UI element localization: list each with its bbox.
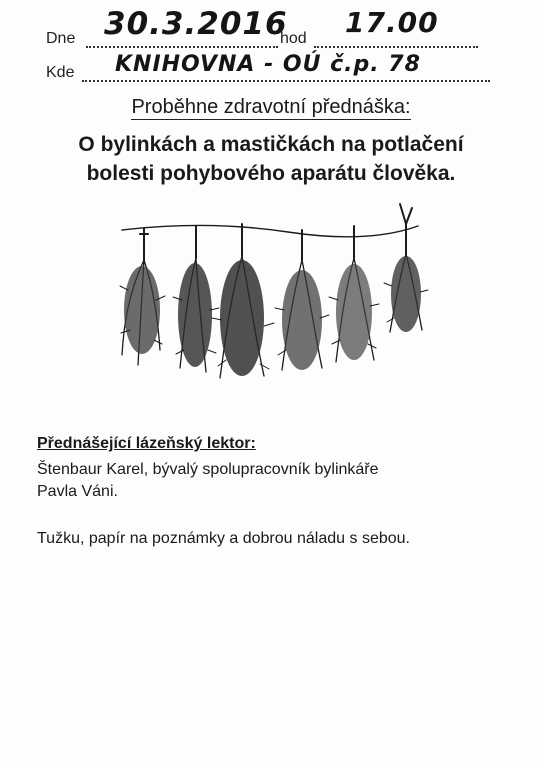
lecturer-description [37,459,477,503]
place-label: Kde [46,64,75,81]
lecturer-line-1: Štenbaur Karel, bývalý spolupracovník bylinkáře [37,461,379,478]
date-handwritten-value: 30.3.2016 [104,6,288,42]
bring-items-note: Tužku, papír na poznámky a dobrou náladu s sebou. [37,530,410,547]
herb-bunch-3 [212,224,274,378]
place-handwritten-value: KNIHOVNA - OÚ č.p. 78 [115,52,421,77]
lecture-topic-line-2: bolesti pohybového aparátu člověka. [86,162,456,185]
lecturer-label: Přednášející lázeňský lektor: [37,435,256,452]
lecturer-line-2: Pavla Váni. [37,483,118,500]
herb-bunch-1 [120,228,165,365]
herb-bunch-5 [329,226,379,362]
lecture-announcement [0,96,542,119]
date-label: Dne [46,30,76,47]
herb-bunch-6 [384,204,428,332]
time-label: hod [280,30,307,47]
herb-bunch-4 [275,230,329,370]
lecture-topic [0,130,542,188]
drying-string [122,225,418,236]
herb-bunch-2 [173,226,219,372]
time-dotted-line [314,46,478,48]
place-dotted-line [82,80,490,82]
lecture-announcement-text: Proběhne zdravotní přednáška: [131,96,411,118]
lecture-topic-line-1: O bylinkách a mastičkách na potlačení [78,133,464,156]
date-dotted-line [86,46,278,48]
hanging-herbs-icon [118,200,448,390]
time-handwritten-value: 17.00 [345,6,439,39]
